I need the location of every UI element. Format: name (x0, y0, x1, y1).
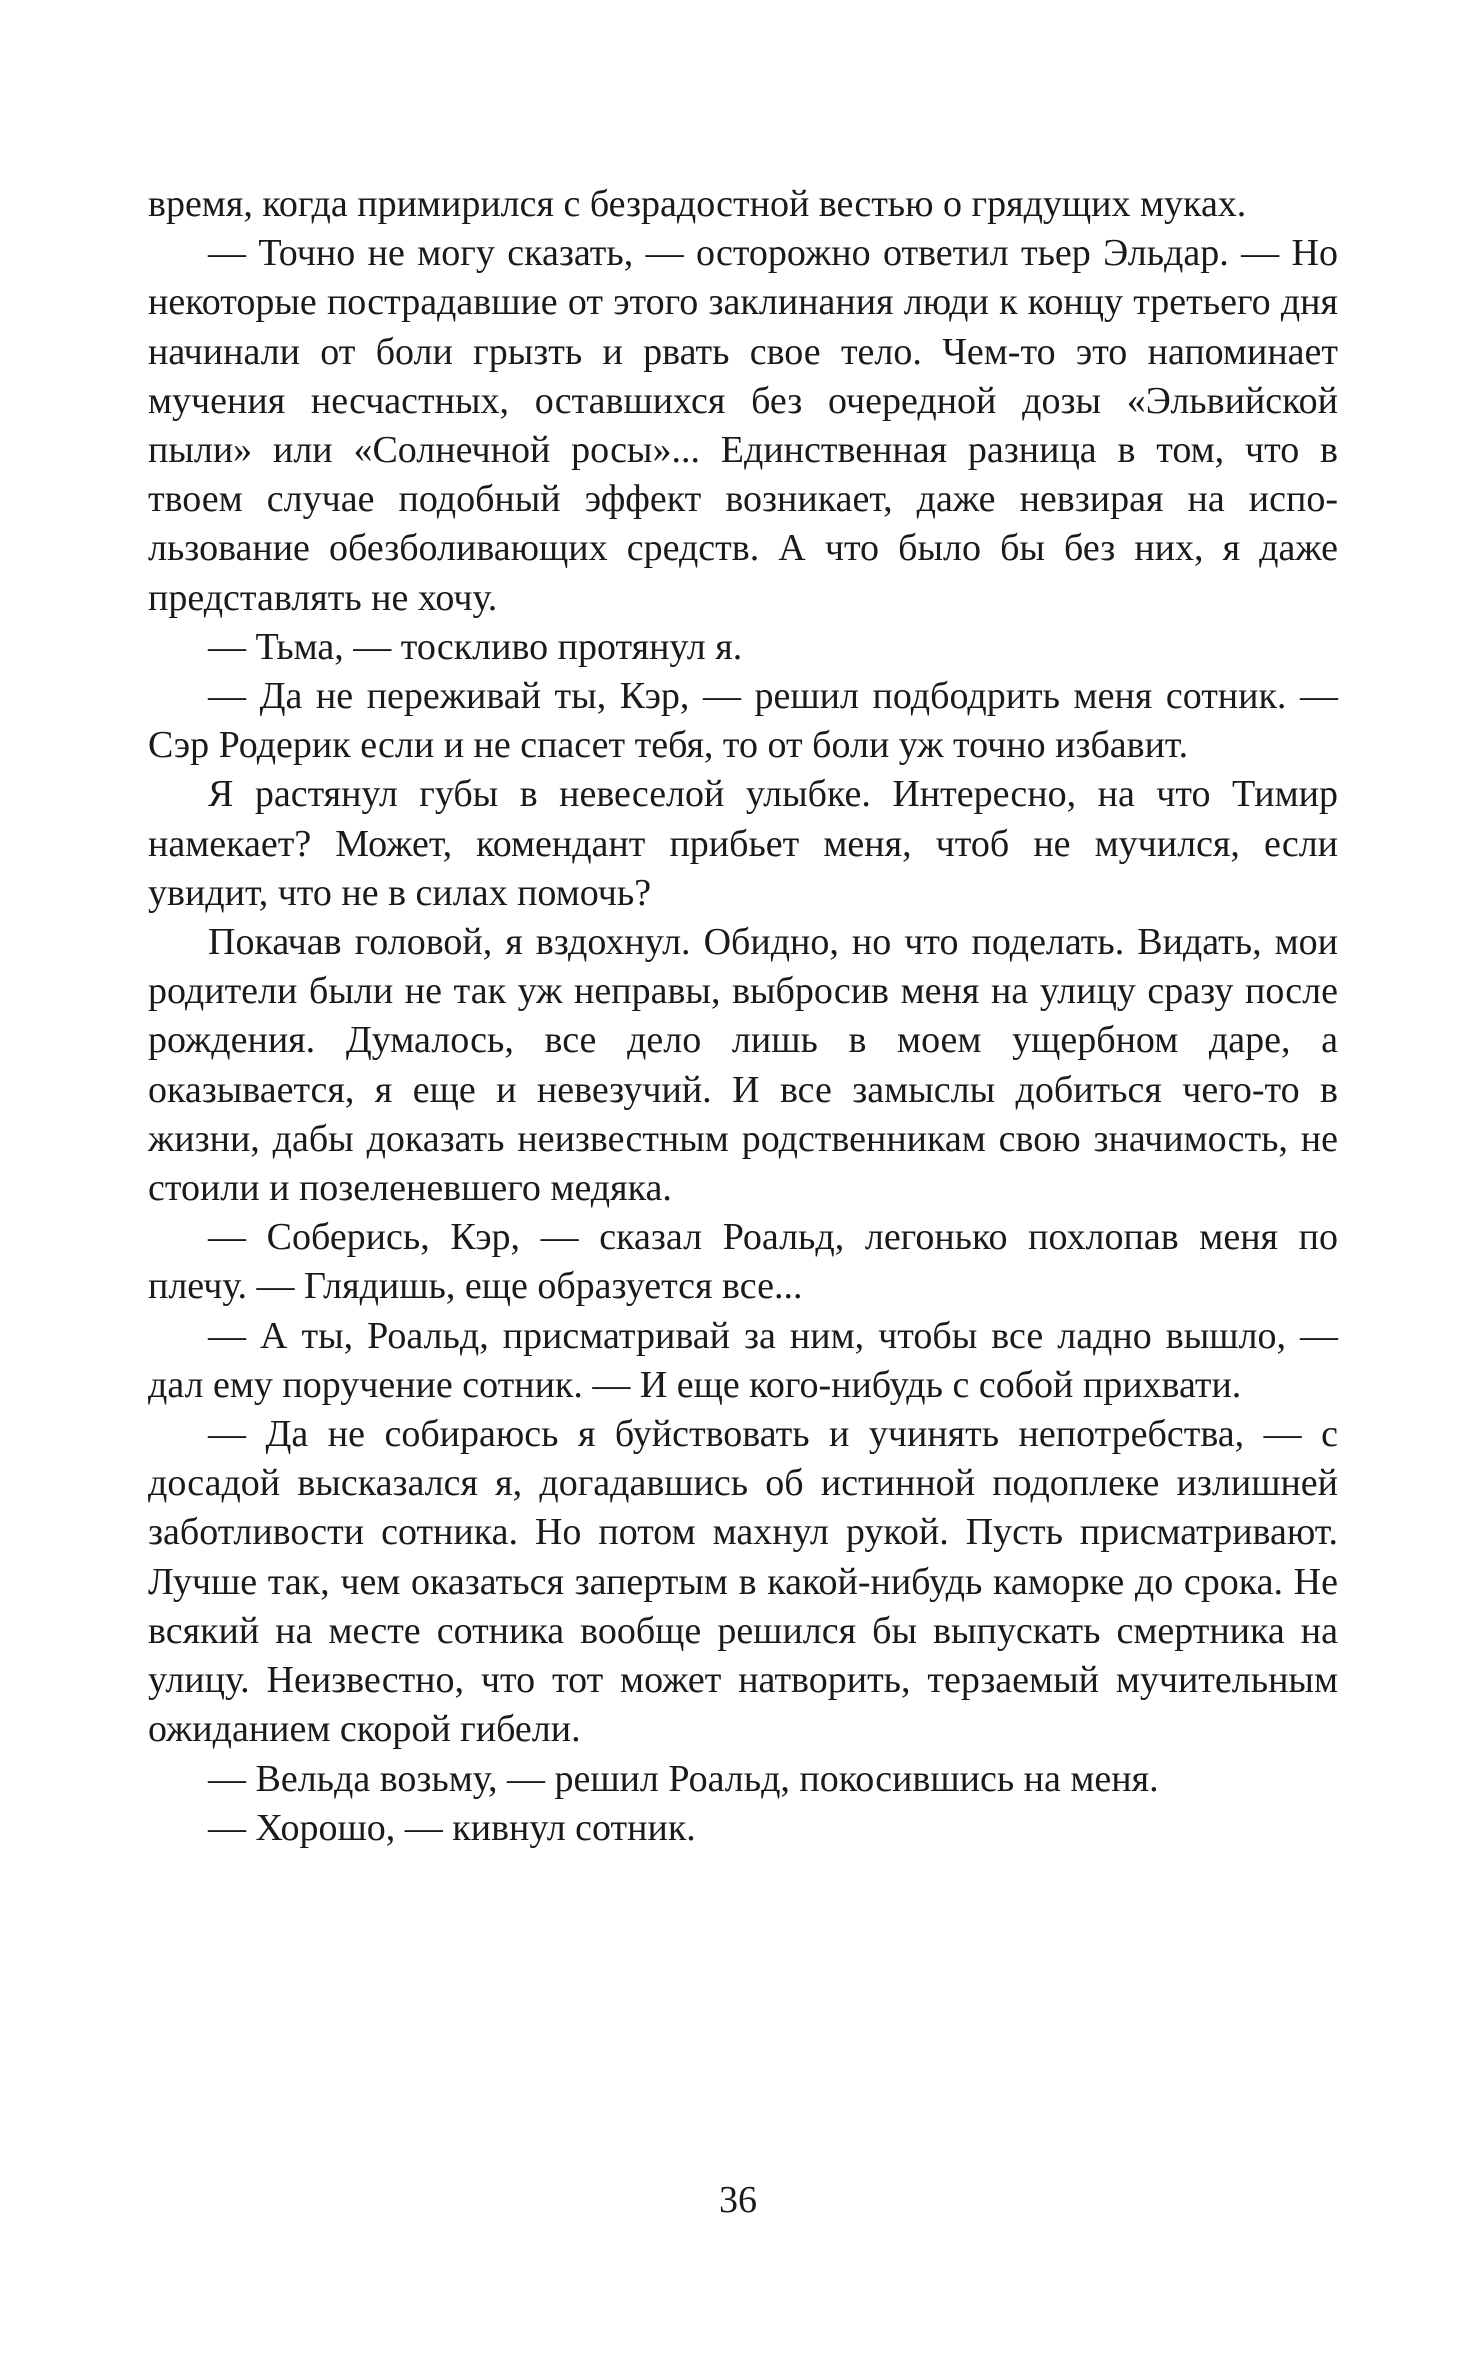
paragraph-8: — А ты, Роальд, присматривай за ним, чтобы все ладно вышло, — дал ему поручение сотник. — И еще кого-нибудь с собой прихвати. (148, 1314, 1338, 1406)
paragraph-4: — Да не переживай ты, Кэр, — решил подбодрить меня сотник. — Сэр Родерик если и не спасет тебя, то от боли уж точно избавит. (148, 675, 1338, 767)
page-number: 36 (719, 2179, 757, 2221)
paragraph-7: — Соберись, Кэр, — сказал Роальд, легонько похлопав меня по плечу. — Глядишь, еще образуется все... (148, 1216, 1338, 1308)
paragraph-6: Покачав головой, я вздохнул. Обидно, но что поделать. Видать, мои родители были не так уж неправы, выбросив меня на улицу сразу после рождения. Думалось, все дело лишь в моем ущербном даре, а оказывается, я еще и невезучий. И все замыслы добиться чего-то в жизни, дабы доказать неизвестным родственникам свою значимость, не стоили и позеленевшего медяка. (148, 921, 1338, 1210)
paragraph-5: Я растянул губы в невеселой улыбке. Интересно, на что Тимир намекает? Может, комендант прибьет меня, чтоб не мучился, если увидит, что не в силах помочь? (148, 773, 1338, 914)
paragraph-9: — Да не собираюсь я буйствовать и учинять непотребства, — с досадой высказался я, догадавшись об истинной подоплеке излишней заботливости сотника. Но потом махнул рукой. Пусть присматривают. Лучше так, чем оказаться запертым в какой-нибудь каморке до срока. Не всякий на месте сотника вообще решился бы выпускать смертника на улицу. Неизвестно, что тот может натворить, терзаемый мучительным ожиданием скорой гибели. (148, 1413, 1338, 1751)
paragraph-10: — Вельда возьму, — решил Роальд, покосившись на меня. (208, 1757, 1159, 1800)
page-body (148, 180, 1338, 1853)
paragraph-11: — Хорошо, — кивнул сотник. (208, 1806, 696, 1849)
paragraph-1: время, когда примирился с безрадостной вестью о грядущих муках. (148, 183, 1247, 225)
paragraph-2: — Точно не могу сказать, — осторожно ответил тьер Эльдар. — Но некоторые пострадавшие от этого заклинания люди к концу третьего дня начинали от боли грызть и рвать свое тело. Чем-то это напоминает мучения несчастных, оставшихся без очередной дозы «Эльвийской пыли» или «Солнечной росы»... Единственная разница в том, что в твоем случае подобный эффект возникает, даже невзирая на использование обезболивающих средств. А что было бы без них, я даже представлять не хочу. (148, 232, 1338, 619)
paragraph-3: — Тьма, — тоскливо протянул я. (208, 625, 743, 668)
